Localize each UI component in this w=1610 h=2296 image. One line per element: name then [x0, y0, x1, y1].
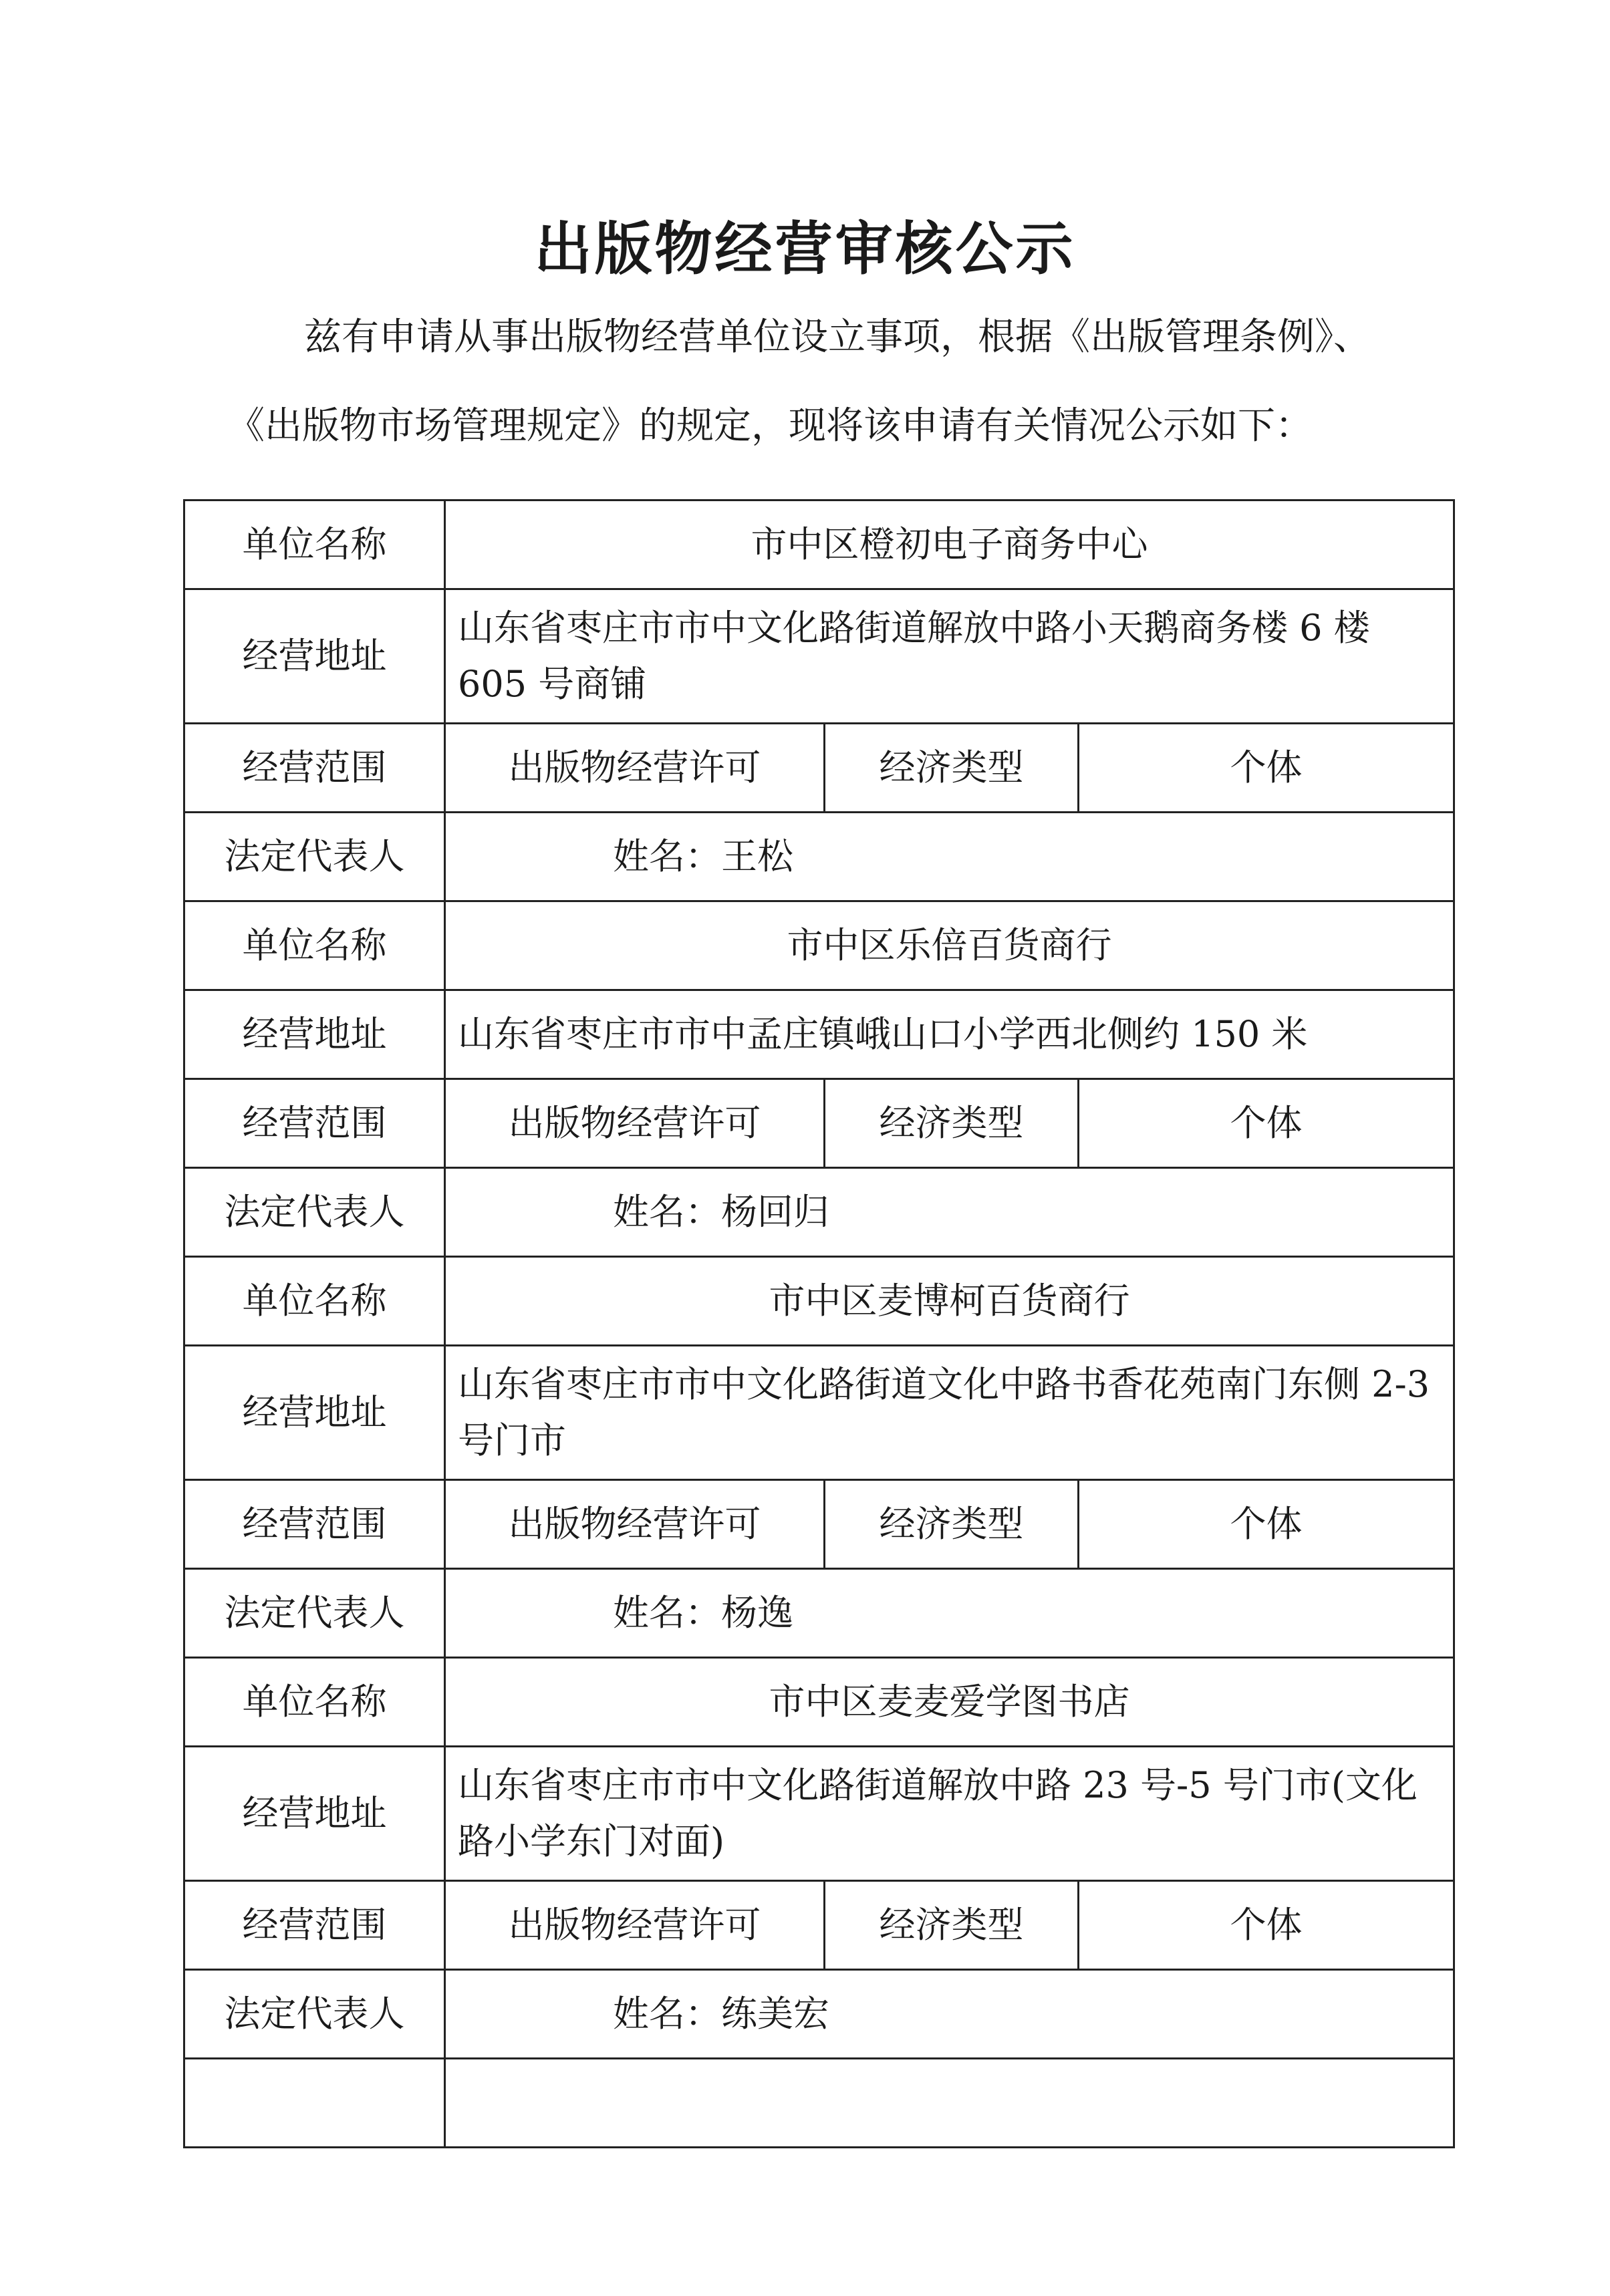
table-row — [184, 500, 1454, 589]
scope-value: 出版物经营许可 — [445, 1480, 825, 1569]
intro-line-1: 兹有申请从事出版物经营单位设立事项，根据《出版管理条例》、 — [304, 315, 1371, 359]
unit-name-value: 市中区乐倍百货商行 — [445, 901, 1454, 990]
table-row — [184, 901, 1454, 990]
legal-rep-label: 法定代表人 — [184, 1569, 445, 1658]
legal-rep-value: 姓名：练美宏 — [445, 1970, 1454, 2059]
empty-table-row — [184, 2059, 1454, 2148]
legal-rep-value: 姓名：王松 — [445, 813, 1454, 901]
unit-name-label: 单位名称 — [184, 500, 445, 589]
scope-label: 经营范围 — [184, 1881, 445, 1970]
legal-rep-value: 姓名：杨逸 — [445, 1569, 1454, 1658]
address-label: 经营地址 — [184, 990, 445, 1079]
table-row — [184, 1079, 1454, 1168]
econ-type-value: 个体 — [1079, 1480, 1454, 1569]
table-row — [184, 1970, 1454, 2059]
publication-review-table — [183, 499, 1455, 2148]
econ-type-label: 经济类型 — [825, 1881, 1079, 1970]
intro-line-2: 《出版物市场管理规定》的规定，现将该申请有关情况公示如下： — [227, 404, 1313, 448]
scope-label: 经营范围 — [184, 724, 445, 813]
table-row — [184, 1747, 1454, 1881]
table-row — [184, 589, 1454, 724]
unit-name-value: 市中区麦麦爱学图书店 — [445, 1658, 1454, 1747]
legal-rep-label: 法定代表人 — [184, 813, 445, 901]
table-row — [184, 990, 1454, 1079]
unit-name-value: 市中区麦博柯百货商行 — [445, 1257, 1454, 1346]
scope-value: 出版物经营许可 — [445, 1079, 825, 1168]
econ-type-label: 经济类型 — [825, 1480, 1079, 1569]
econ-type-label: 经济类型 — [825, 1079, 1079, 1168]
econ-type-label: 经济类型 — [825, 724, 1079, 813]
scope-label: 经营范围 — [184, 1480, 445, 1569]
econ-type-value: 个体 — [1079, 724, 1454, 813]
address-label: 经营地址 — [184, 1747, 445, 1881]
address-label: 经营地址 — [184, 1346, 445, 1480]
empty-cell — [184, 2059, 445, 2148]
table-row — [184, 1257, 1454, 1346]
empty-cell — [445, 2059, 1454, 2148]
address-value: 山东省枣庄市市中文化路街道解放中路 23 号-5 号门市(文化路小学东门对面) — [445, 1747, 1454, 1881]
table-row — [184, 1569, 1454, 1658]
scope-label: 经营范围 — [184, 1079, 445, 1168]
address-value: 山东省枣庄市市中文化路街道文化中路书香花苑南门东侧 2-3 号门市 — [445, 1346, 1454, 1480]
econ-type-value: 个体 — [1079, 1881, 1454, 1970]
address-label: 经营地址 — [184, 589, 445, 724]
unit-name-value: 市中区橙初电子商务中心 — [445, 500, 1454, 589]
legal-rep-label: 法定代表人 — [184, 1168, 445, 1257]
address-value: 山东省枣庄市市中文化路街道解放中路小天鹅商务楼 6 楼 605 号商铺 — [445, 589, 1454, 724]
table-row — [184, 1881, 1454, 1970]
unit-name-label: 单位名称 — [184, 1257, 445, 1346]
table-row — [184, 813, 1454, 901]
legal-rep-label: 法定代表人 — [184, 1970, 445, 2059]
address-value: 山东省枣庄市市中孟庄镇峨山口小学西北侧约 150 米 — [445, 990, 1454, 1079]
table-row — [184, 1480, 1454, 1569]
econ-type-value: 个体 — [1079, 1079, 1454, 1168]
unit-name-label: 单位名称 — [184, 1658, 445, 1747]
unit-name-label: 单位名称 — [184, 901, 445, 990]
scope-value: 出版物经营许可 — [445, 1881, 825, 1970]
table-row — [184, 1346, 1454, 1480]
table-row — [184, 1168, 1454, 1257]
page-title: 出版物经营审核公示 — [534, 216, 1076, 283]
scope-value: 出版物经营许可 — [445, 724, 825, 813]
table-row — [184, 1658, 1454, 1747]
legal-rep-value: 姓名：杨回归 — [445, 1168, 1454, 1257]
table-row — [184, 724, 1454, 813]
